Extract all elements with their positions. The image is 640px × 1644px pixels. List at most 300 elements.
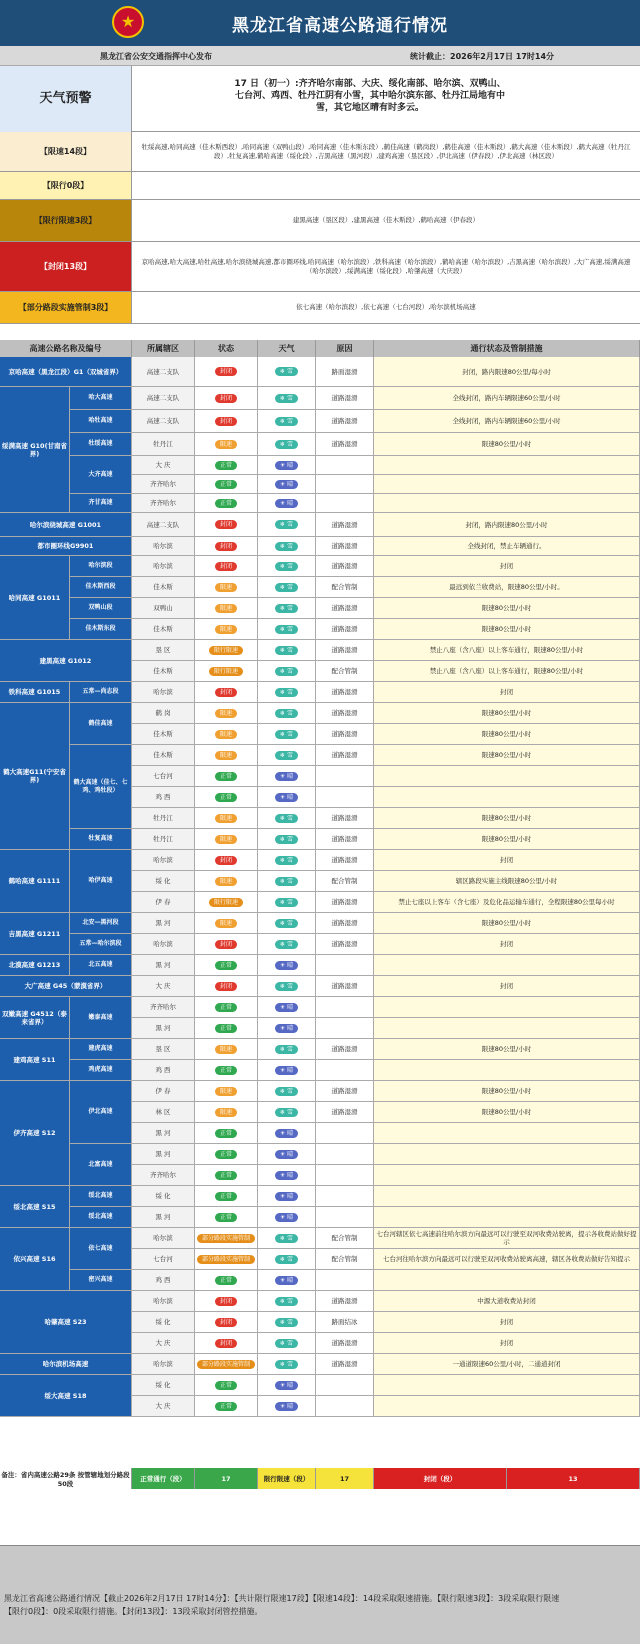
snow-icon: ❄ 雪 — [275, 394, 298, 403]
zone-cell: 佳木斯 — [132, 577, 195, 598]
sun-icon: ☀ 晴 — [275, 480, 298, 489]
status-cell — [195, 808, 258, 829]
weather-warning — [0, 66, 640, 132]
weather-cell — [258, 387, 316, 410]
sun-icon: ☀ 晴 — [275, 1213, 298, 1222]
weather-cell — [258, 682, 316, 703]
zone-cell: 绥 化 — [132, 1312, 195, 1333]
reason-cell: 道路湿滑 — [316, 892, 374, 913]
weather-cell — [258, 808, 316, 829]
snow-icon: ❄ 雪 — [275, 940, 298, 949]
weather-cell — [258, 577, 316, 598]
snow-icon: ❄ 雪 — [275, 440, 298, 449]
sun-icon: ☀ 晴 — [275, 772, 298, 781]
zone-cell: 哈尔滨 — [132, 1291, 195, 1312]
weather-cell — [258, 766, 316, 787]
snow-icon: ❄ 雪 — [275, 520, 298, 529]
reason-cell: 道路湿滑 — [316, 1291, 374, 1312]
weather-line: 七台河、鸡西、牡丹江阴有小雪，其中哈尔滨东部、牡丹江局地有中 — [234, 91, 505, 101]
weather-cell — [258, 475, 316, 494]
weather-cell — [258, 976, 316, 997]
highway-name: 双嫩高速 G4512（泰来省界） — [0, 997, 70, 1039]
status-cell — [195, 598, 258, 619]
measure-cell: 封闭 — [374, 934, 640, 955]
footer-limit-count: 17 — [316, 1468, 374, 1489]
reason-cell — [316, 1186, 374, 1207]
status-badge: 部分路段实施管制 — [197, 1255, 255, 1264]
status-cell — [195, 1207, 258, 1228]
status-cell — [195, 1186, 258, 1207]
section-name: 双鸭山段 — [70, 598, 132, 619]
status-badge: 正常 — [215, 772, 237, 781]
snow-icon: ❄ 雪 — [275, 877, 298, 886]
status-cell — [195, 661, 258, 682]
zone-cell: 大 庆 — [132, 1396, 195, 1417]
reason-cell — [316, 475, 374, 494]
reason-cell: 道路湿滑 — [316, 387, 374, 410]
weather-cell — [258, 892, 316, 913]
weather-cell — [258, 829, 316, 850]
zone-cell: 牡丹江 — [132, 808, 195, 829]
measure-cell: 限速80公里/小时 — [374, 619, 640, 640]
status-badge: 封闭 — [215, 542, 237, 551]
zone-cell: 哈尔滨 — [132, 537, 195, 556]
sun-icon: ☀ 晴 — [275, 1024, 298, 1033]
status-badge: 限速 — [215, 604, 237, 613]
category-roads: 牡绥高速,哈同高速（佳木斯西段）,哈同高速（双鸭山段）,哈同高速（佳木斯东段）,鹤佳高速（鹤岗段）,鹤佳高速（佳木斯段）,鹤大高速（佳木斯段）,鹤大高速（牡丹江段）,牡复高速,鹤哈高速（绥化段）,吉黑高速（黑河段）,建鸡高速（垦区段）,伊北高速（伊春段）,伊北高速（林区段） — [141, 142, 631, 160]
status-badge: 正常 — [215, 461, 237, 470]
highway-name: 依兴高速 S16 — [0, 1228, 70, 1291]
measure-cell: 限速80公里/小时 — [374, 433, 640, 456]
sun-icon: ☀ 晴 — [275, 1381, 298, 1390]
status-badge: 封闭 — [215, 562, 237, 571]
summary-line: 黑龙江省高速公路通行情况【截止2026年2月17日 17时14分】：【共计限行限速17段】【限速14段】：14段采取限速措施。【限行限速3段】：3段采取限行限速 — [4, 1594, 560, 1603]
status-badge: 正常 — [215, 1150, 237, 1159]
snow-icon: ❄ 雪 — [275, 730, 298, 739]
weather-warning-text — [140, 78, 600, 114]
reason-cell: 道路湿滑 — [316, 682, 374, 703]
page-title: 黑龙江省高速公路通行情况 — [232, 16, 448, 36]
highway-name: 都市圈环线G9901 — [0, 537, 132, 556]
category-row — [0, 172, 640, 200]
measure-cell: 辖区路段实施主线限速80公里/小时 — [374, 871, 640, 892]
status-badge: 限速 — [215, 919, 237, 928]
status-cell — [195, 619, 258, 640]
measure-cell — [374, 456, 640, 475]
highway-name: 建鸡高速 S11 — [0, 1039, 70, 1081]
section-name: 佳木斯东段 — [70, 619, 132, 640]
status-cell — [195, 433, 258, 456]
weather-cell — [258, 1018, 316, 1039]
measure-cell — [374, 766, 640, 787]
section-name: 哈牡高速 — [70, 410, 132, 433]
zone-cell: 佳木斯 — [132, 724, 195, 745]
status-cell — [195, 456, 258, 475]
footer-normal-label: 正常通行（段） — [132, 1468, 195, 1489]
snow-icon: ❄ 雪 — [275, 709, 298, 718]
highway-name: 大广高速 G45（蒙漠省界） — [0, 976, 132, 997]
section-name: 北安—黑河段 — [70, 913, 132, 934]
category-label: 【限行0段】 — [0, 172, 132, 199]
reason-cell: 配合管制 — [316, 1249, 374, 1270]
measure-cell — [374, 1165, 640, 1186]
status-badge: 封闭 — [215, 417, 237, 426]
reason-cell: 路面湿滑 — [316, 357, 374, 387]
highway-name: 绥满高速 G10(甘南省界) — [0, 387, 70, 513]
snow-icon: ❄ 雪 — [275, 646, 298, 655]
status-cell — [195, 682, 258, 703]
measure-cell: 封闭 — [374, 1333, 640, 1354]
snow-icon: ❄ 雪 — [275, 1318, 298, 1327]
reason-cell: 道路湿滑 — [316, 913, 374, 934]
measure-cell: 限速80公里/小时 — [374, 808, 640, 829]
status-badge: 限速 — [215, 1108, 237, 1117]
reason-cell — [316, 1018, 374, 1039]
section-name: 哈尔滨段 — [70, 556, 132, 577]
status-badge: 限速 — [215, 751, 237, 760]
zone-cell: 绥 化 — [132, 1375, 195, 1396]
status-cell — [195, 1291, 258, 1312]
snow-icon: ❄ 雪 — [275, 898, 298, 907]
weather-cell — [258, 1081, 316, 1102]
status-cell — [195, 1039, 258, 1060]
section-name: 五常—哈尔滨段 — [70, 934, 132, 955]
status-cell — [195, 1081, 258, 1102]
section-name: 佳木斯西段 — [70, 577, 132, 598]
highway-name: 鹤哈高速 G1111 — [0, 850, 70, 913]
sun-icon: ☀ 晴 — [275, 1066, 298, 1075]
summary-line: 【限行0段】：0段采取限行措施。【封闭13段】：13段采取封闭管控措施。 — [4, 1607, 263, 1616]
reason-cell: 道路湿滑 — [316, 433, 374, 456]
status-badge: 正常 — [215, 1213, 237, 1222]
snow-icon: ❄ 雪 — [275, 625, 298, 634]
measure-cell: 七台河辖区依七高速前往哈尔滨方向最远可以行驶至双河收费站驶离，提示各收费站做好提示 — [374, 1228, 640, 1249]
status-cell — [195, 513, 258, 537]
measure-cell: 限速80公里/小时 — [374, 1039, 640, 1060]
reason-cell: 道路湿滑 — [316, 619, 374, 640]
highway-name: 哈尔滨机场高速 — [0, 1354, 132, 1375]
zone-cell: 伊 春 — [132, 892, 195, 913]
zone-cell: 黑 河 — [132, 1018, 195, 1039]
measure-cell: 禁止八座（含八座）以上客车通行，限速80公里/小时 — [374, 661, 640, 682]
highway-name: 伊齐高速 S12 — [0, 1081, 70, 1186]
snow-icon: ❄ 雪 — [275, 1045, 298, 1054]
reason-cell — [316, 1060, 374, 1081]
zone-cell: 高速二支队 — [132, 387, 195, 410]
weather-cell — [258, 1123, 316, 1144]
sun-icon: ☀ 晴 — [275, 461, 298, 470]
status-cell — [195, 556, 258, 577]
zone-cell: 鸡 西 — [132, 1270, 195, 1291]
weather-line: 17 日（初一）:齐齐哈尔南部、大庆、绥化南部、哈尔滨、双鸭山、 — [234, 79, 506, 89]
highway-name: 绥大高速 S18 — [0, 1375, 132, 1417]
reason-cell: 道路湿滑 — [316, 724, 374, 745]
measure-cell — [374, 1396, 640, 1417]
section-name: 北五高速 — [70, 955, 132, 976]
zone-cell: 哈尔滨 — [132, 934, 195, 955]
zone-cell: 哈尔滨 — [132, 850, 195, 871]
highway-name: 吉黑高速 G1211 — [0, 913, 70, 955]
category-row — [0, 200, 640, 242]
snow-icon: ❄ 雪 — [275, 604, 298, 613]
weather-cell — [258, 1396, 316, 1417]
measure-cell: 全线封闭，路内车辆限速60公里/小时 — [374, 387, 640, 410]
snow-icon: ❄ 雪 — [275, 1234, 298, 1243]
weather-cell — [258, 745, 316, 766]
reason-cell — [316, 955, 374, 976]
status-cell — [195, 1270, 258, 1291]
status-cell — [195, 913, 258, 934]
weather-cell — [258, 1354, 316, 1375]
zone-cell: 大 庆 — [132, 1333, 195, 1354]
snow-icon: ❄ 雪 — [275, 982, 298, 991]
status-cell — [195, 1312, 258, 1333]
section-name: 鸡虎高速 — [70, 1060, 132, 1081]
page-header — [0, 0, 640, 46]
status-badge: 封闭 — [215, 688, 237, 697]
category-roads: 京哈高速,哈大高速,哈牡高速,哈尔滨绕城高速,都市圈环线,哈同高速（哈尔滨段）,铁科高速（哈尔滨段）,鹤哈高速（哈尔滨段）,吉黑高速（哈尔滨段）,大广高速,绥满高速（哈尔滨段）,绥满高速（绥化段）,哈肇高速（大庆段） — [141, 257, 631, 275]
highway-name: 绥北高速 S15 — [0, 1186, 70, 1228]
reason-cell: 道路湿滑 — [316, 829, 374, 850]
measure-cell: 全线封闭，路内车辆限速60公里/小时 — [374, 410, 640, 433]
footer-note: 备注：省内高速公路29条 按管辖地划分路段50段 — [0, 1468, 132, 1489]
status-badge: 封闭 — [215, 367, 237, 376]
footer-closed-label: 封闭（段） — [374, 1468, 507, 1489]
status-badge: 封闭 — [215, 1318, 237, 1327]
sun-icon: ☀ 晴 — [275, 1150, 298, 1159]
reason-cell — [316, 1270, 374, 1291]
zone-cell: 大 庆 — [132, 456, 195, 475]
sub-header — [0, 46, 640, 66]
status-cell — [195, 410, 258, 433]
snow-icon: ❄ 雪 — [275, 1087, 298, 1096]
weather-cell — [258, 1102, 316, 1123]
section-name: 密兴高速 — [70, 1270, 132, 1291]
weather-cell — [258, 934, 316, 955]
snow-icon: ❄ 雪 — [275, 835, 298, 844]
status-badge: 限速 — [215, 1087, 237, 1096]
status-cell — [195, 1249, 258, 1270]
section-name: 鹤佳高速 — [70, 703, 132, 745]
snow-icon: ❄ 雪 — [275, 583, 298, 592]
measure-cell: 封闭 — [374, 976, 640, 997]
zone-cell: 齐齐哈尔 — [132, 1165, 195, 1186]
section-name: 齐甘高速 — [70, 494, 132, 513]
measure-cell: 七台河往哈尔滨方向最远可以行驶至双河收费站驶离高速，辖区各收费站做好告知提示 — [374, 1249, 640, 1270]
weather-cell — [258, 1060, 316, 1081]
measure-cell: 限速80公里/小时 — [374, 1102, 640, 1123]
reason-cell: 道路湿滑 — [316, 850, 374, 871]
reason-cell: 道路湿滑 — [316, 934, 374, 955]
status-badge: 封闭 — [215, 394, 237, 403]
summary-text — [4, 1592, 640, 1618]
reason-cell: 道路湿滑 — [316, 640, 374, 661]
weather-cell — [258, 913, 316, 934]
reason-cell: 配合管制 — [316, 871, 374, 892]
measure-cell: 限速80公里/小时 — [374, 913, 640, 934]
sun-icon: ☀ 晴 — [275, 1003, 298, 1012]
measure-cell: 封闭 — [374, 556, 640, 577]
measure-cell: 限速80公里/小时 — [374, 829, 640, 850]
measure-cell — [374, 1123, 640, 1144]
reason-cell: 道路湿滑 — [316, 537, 374, 556]
category-label: 【封闭13段】 — [0, 242, 132, 291]
status-cell — [195, 1018, 258, 1039]
section-name: 哈伊高速 — [70, 850, 132, 913]
measure-cell: 最远到依兰收费站，限速80公里/小时。 — [374, 577, 640, 598]
zone-cell: 黑 河 — [132, 1207, 195, 1228]
zone-cell: 黑 河 — [132, 955, 195, 976]
zone-cell: 鸡 西 — [132, 1060, 195, 1081]
reason-cell — [316, 787, 374, 808]
status-badge: 正常 — [215, 1024, 237, 1033]
highway-name: 哈肇高速 S23 — [0, 1291, 132, 1354]
sun-icon: ☀ 晴 — [275, 1129, 298, 1138]
status-badge: 正常 — [215, 793, 237, 802]
category-row — [0, 132, 640, 172]
reason-cell: 道路湿滑 — [316, 1354, 374, 1375]
status-badge: 限速 — [215, 814, 237, 823]
weather-cell — [258, 1207, 316, 1228]
measure-cell — [374, 955, 640, 976]
section-name: 大齐高速 — [70, 456, 132, 494]
section-name: 五常—尚志段 — [70, 682, 132, 703]
reason-cell — [316, 1123, 374, 1144]
snow-icon: ❄ 雪 — [275, 688, 298, 697]
measure-cell — [374, 1060, 640, 1081]
status-cell — [195, 766, 258, 787]
status-cell — [195, 1375, 258, 1396]
status-cell — [195, 1102, 258, 1123]
zone-cell: 齐齐哈尔 — [132, 494, 195, 513]
status-cell — [195, 640, 258, 661]
snow-icon: ❄ 雪 — [275, 1108, 298, 1117]
status-badge: 限行限速 — [209, 667, 243, 676]
reason-cell: 道路湿滑 — [316, 745, 374, 766]
zone-cell: 双鸭山 — [132, 598, 195, 619]
zone-cell: 鸡 西 — [132, 787, 195, 808]
zone-cell: 牡丹江 — [132, 829, 195, 850]
measure-cell — [374, 787, 640, 808]
measure-cell: 封闭，路内限速80公里/每小时 — [374, 357, 640, 387]
weather-cell — [258, 1144, 316, 1165]
weather-cell — [258, 556, 316, 577]
reason-cell: 道路湿滑 — [316, 976, 374, 997]
snow-icon: ❄ 雪 — [275, 1360, 298, 1369]
measure-cell: 封闭，路内限速80公里/小时 — [374, 513, 640, 537]
zone-cell: 佳木斯 — [132, 661, 195, 682]
measure-cell: 限速80公里/小时 — [374, 745, 640, 766]
measure-cell: 禁止八座（含八座）以上客车通行，限速80公里/小时 — [374, 640, 640, 661]
th-reason: 原因 — [316, 340, 374, 357]
reason-cell: 道路湿滑 — [316, 1039, 374, 1060]
status-cell — [195, 829, 258, 850]
zone-cell: 七台河 — [132, 766, 195, 787]
status-badge: 封闭 — [215, 982, 237, 991]
status-badge: 封闭 — [215, 1339, 237, 1348]
category-row — [0, 292, 640, 324]
status-badge: 正常 — [215, 1066, 237, 1075]
zone-cell: 高速二支队 — [132, 513, 195, 537]
measure-cell: 限速80公里/小时 — [374, 1081, 640, 1102]
sun-icon: ☀ 晴 — [275, 1402, 298, 1411]
reason-cell — [316, 1375, 374, 1396]
measure-cell: 限速80公里/小时 — [374, 703, 640, 724]
measure-cell: 禁止七座以上客车（含七座）及危化品运输车通行，全程限速80公里每小时 — [374, 892, 640, 913]
status-cell — [195, 703, 258, 724]
snow-icon: ❄ 雪 — [275, 1255, 298, 1264]
status-cell — [195, 1123, 258, 1144]
weather-cell — [258, 1228, 316, 1249]
reason-cell — [316, 456, 374, 475]
category-roads — [136, 172, 636, 199]
publisher-label: 黑龙江省公安交通指挥中心发布 — [100, 52, 212, 61]
stats-time: 统计截止：2026年2月17日 17时14分 — [410, 52, 555, 61]
snow-icon: ❄ 雪 — [275, 562, 298, 571]
snow-icon: ❄ 雪 — [275, 814, 298, 823]
category-label: 【部分路段实施管制3段】 — [0, 292, 132, 323]
weather-cell — [258, 724, 316, 745]
status-cell — [195, 934, 258, 955]
weather-cell — [258, 1291, 316, 1312]
sun-icon: ☀ 晴 — [275, 961, 298, 970]
weather-cell — [258, 619, 316, 640]
table-footer — [0, 1468, 640, 1489]
status-cell — [195, 850, 258, 871]
status-badge: 部分路段实施管制 — [197, 1360, 255, 1369]
category-roads: 依七高速（哈尔滨段）,依七高速（七台河段）,哈尔滨机场高速 — [296, 303, 476, 311]
status-cell — [195, 1228, 258, 1249]
weather-cell — [258, 456, 316, 475]
zone-cell: 伊 春 — [132, 1081, 195, 1102]
reason-cell: 道路湿滑 — [316, 703, 374, 724]
status-cell — [195, 1144, 258, 1165]
sun-icon: ☀ 晴 — [275, 1276, 298, 1285]
sun-icon: ☀ 晴 — [275, 793, 298, 802]
footer-normal-count: 17 — [195, 1468, 258, 1489]
weather-cell — [258, 640, 316, 661]
category-roads: 建黑高速（垦区段）,建黑高速（佳木斯段）,鹤哈高速（伊春段） — [292, 216, 480, 224]
zone-cell: 哈尔滨 — [132, 682, 195, 703]
status-badge: 正常 — [215, 1171, 237, 1180]
weather-cell — [258, 1333, 316, 1354]
highway-name: 哈尔滨绕城高速 G1001 — [0, 513, 132, 537]
status-badge: 限速 — [215, 877, 237, 886]
weather-cell — [258, 871, 316, 892]
zone-cell: 黑 河 — [132, 1144, 195, 1165]
reason-cell: 路面结冰 — [316, 1312, 374, 1333]
measure-cell: 限速80公里/小时 — [374, 724, 640, 745]
weather-cell — [258, 661, 316, 682]
weather-cell — [258, 1249, 316, 1270]
measure-cell: 一通道限速60公里/小时，二通道封闭 — [374, 1354, 640, 1375]
measure-cell: 封闭 — [374, 682, 640, 703]
highway-name: 京哈高速（黑龙江段）G1（双城省界） — [0, 357, 132, 387]
status-cell — [195, 1060, 258, 1081]
zone-cell: 齐齐哈尔 — [132, 475, 195, 494]
snow-icon: ❄ 雪 — [275, 667, 298, 676]
measure-cell — [374, 494, 640, 513]
measure-cell — [374, 1270, 640, 1291]
status-badge: 限速 — [215, 1045, 237, 1054]
status-badge: 正常 — [215, 1381, 237, 1390]
status-cell — [195, 871, 258, 892]
footer-closed-count: 13 — [507, 1468, 640, 1489]
sun-icon: ☀ 晴 — [275, 1192, 298, 1201]
zone-cell: 七台河 — [132, 1249, 195, 1270]
reason-cell: 道路湿滑 — [316, 808, 374, 829]
status-badge: 限速 — [215, 440, 237, 449]
